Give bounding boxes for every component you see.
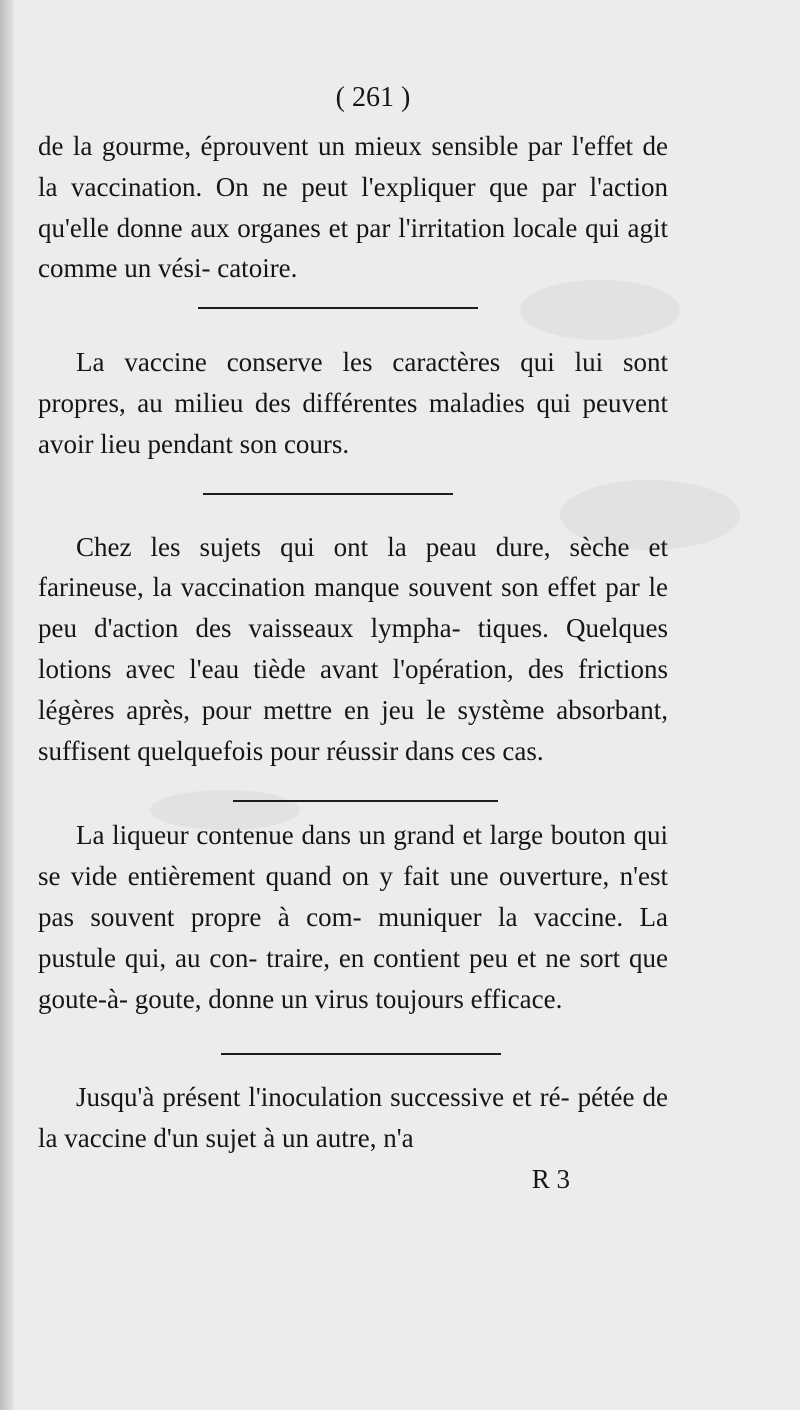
section-rule: [233, 800, 498, 802]
text-line: pétée de la vaccine d'un sujet à un autre, n'a: [38, 1082, 668, 1154]
paragraph: [38, 126, 668, 289]
text-line: muniquer la vaccine. La pustule qui, au con-: [38, 901, 668, 973]
text-line: propres, au milieu des différentes maladies qui: [38, 387, 571, 418]
text-line: traire, en contient peu et ne sort que goute-à-: [38, 942, 668, 1014]
text-line: en jeu le système absorbant, suffisent quelquefois: [38, 694, 668, 766]
text-line: Jusqu'à présent l'inoculation successive et ré-: [76, 1082, 570, 1113]
text-line: l'opération, des frictions légères après, pour mettre: [38, 653, 668, 725]
page-text: [38, 70, 668, 1199]
text-line: effet par le peu d'action des vaisseaux lympha-: [38, 572, 668, 644]
text-line: La liqueur contenue dans un grand et large: [76, 820, 544, 851]
text-line: une ouverture, n'est pas souvent propre à com-: [38, 861, 669, 932]
text-line: farineuse, la vaccination manque souvent son: [38, 572, 539, 603]
text-line: catoire.: [217, 253, 298, 284]
section-rule: [203, 493, 453, 495]
text-line: La vaccine conserve les caractères qui lui sont: [76, 347, 668, 378]
paragraph: [38, 815, 668, 1019]
paragraph: [38, 1077, 668, 1159]
text-line: de la gourme, éprouvent un mieux sensible par: [38, 131, 563, 161]
page-binding-edge: [0, 0, 14, 1410]
paragraph: [38, 342, 668, 464]
text-line: peuvent avoir lieu pendant son cours.: [38, 387, 668, 459]
text-line: tiques. Quelques lotions avec l'eau tiède avant: [38, 613, 668, 684]
text-line: pour réussir dans ces cas.: [269, 735, 544, 766]
signature-mark: R 3: [531, 1163, 570, 1194]
text-line: l'effet de la vaccination. On ne peut l'expliquer: [38, 131, 668, 202]
text-line: Chez les sujets qui ont la peau dure, sèche et: [76, 531, 668, 562]
text-line: que par l'action qu'elle donne aux organes et: [38, 171, 668, 243]
text-line: par l'irritation locale qui agit comme un vési-: [38, 212, 668, 284]
text-line: bouton qui se vide entièrement quand on y fait: [38, 820, 668, 892]
page-number: ( 261 ): [335, 82, 411, 113]
section-rule: [198, 307, 478, 309]
text-line: goute, donne un virus toujours efficace.: [134, 983, 563, 1014]
paragraph: [38, 527, 668, 772]
section-rule: [221, 1053, 501, 1055]
